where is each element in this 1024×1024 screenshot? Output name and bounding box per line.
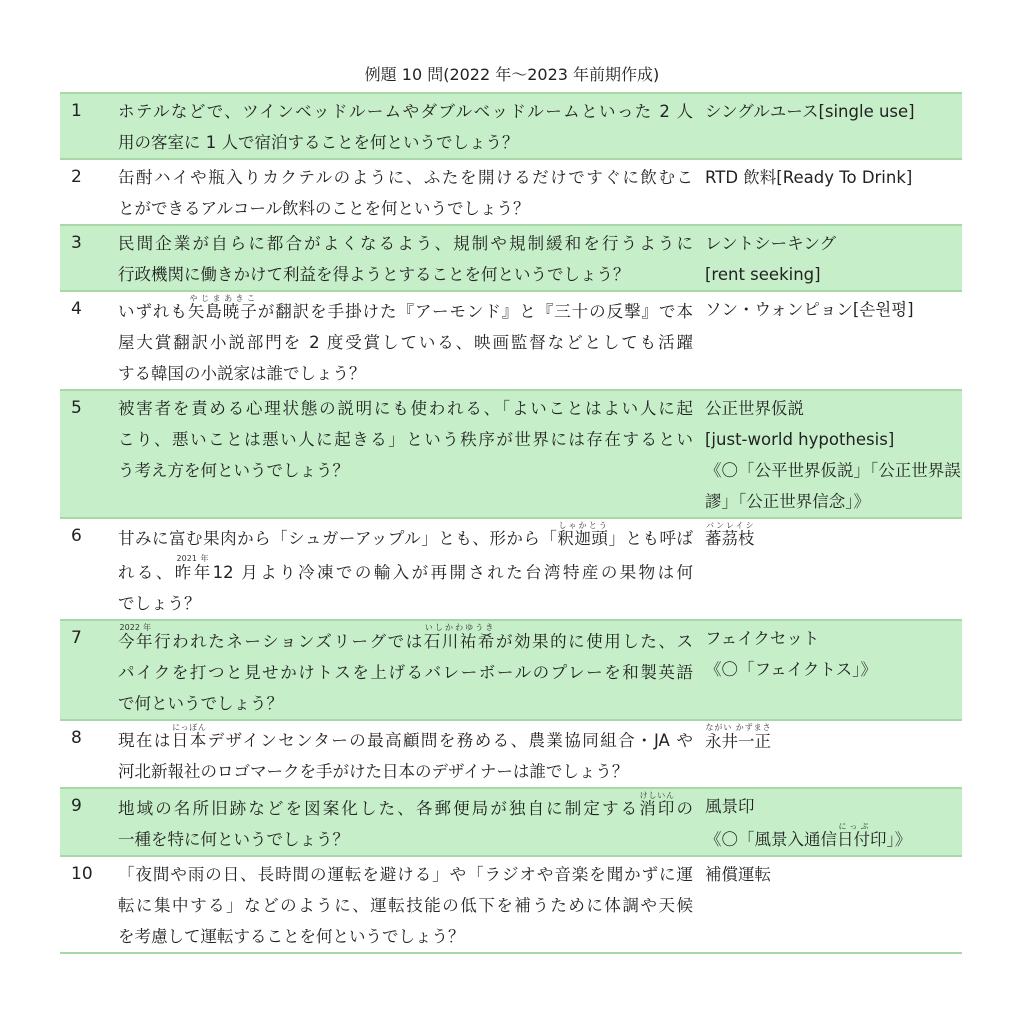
text-segment: 行われたネーションズリーグでは <box>154 632 424 651</box>
text-line <box>705 294 962 325</box>
text-line <box>705 723 962 757</box>
text-line <box>705 486 962 517</box>
text-line <box>118 162 693 193</box>
ruby-base: 今年 <box>118 632 155 651</box>
question-number: 10 <box>71 864 93 884</box>
text-line <box>118 723 693 756</box>
text-segment: で何というでしょう？ <box>118 694 283 713</box>
ruby-word <box>118 623 155 651</box>
text-segment: [rent seeking] <box>705 265 821 284</box>
ruby-reading: バンレイシ <box>705 521 755 530</box>
ruby-base: 釈迦頭 <box>557 529 609 548</box>
text-line <box>118 921 693 952</box>
question-number: 6 <box>71 526 82 546</box>
text-segment: とができるアルコール飲料のことを何というでしょう？ <box>118 199 530 218</box>
text-line <box>705 424 962 455</box>
text-line <box>118 455 693 486</box>
text-segment: 一種を特に何というでしょう？ <box>118 830 349 849</box>
text-segment: 被害者を責める心理状態の説明にも使われる、「よいことはよい人に起 <box>118 399 693 418</box>
question-text <box>118 226 693 290</box>
text-line <box>118 623 693 657</box>
text-segment: 地域の名所旧跡などを図案化した、各郵便局が独自に制定する <box>118 799 640 818</box>
text-line <box>118 294 693 327</box>
question-text <box>118 621 693 719</box>
text-segment: シングルユース[single use] <box>705 102 915 121</box>
text-line <box>118 890 693 921</box>
ruby-reading: にっぽん <box>171 723 207 732</box>
ruby-reading: けしいん <box>639 791 675 800</box>
question-number: 8 <box>71 728 82 748</box>
ruby-reading: やじまあきこ <box>187 294 257 303</box>
text-line <box>118 521 693 554</box>
ruby-base: 日付 <box>837 830 870 849</box>
text-line <box>118 688 693 719</box>
ruby-word <box>187 294 258 321</box>
text-line <box>118 358 693 389</box>
text-line <box>118 657 693 688</box>
text-segment: 《〇「公平世界仮説」「公正世界誤 <box>705 461 961 480</box>
text-line <box>118 824 693 855</box>
text-line <box>705 162 962 193</box>
text-line <box>705 455 962 486</box>
text-segment: 補償運転 <box>705 865 771 884</box>
text-segment: 民間企業が自らに都合がよくなるよう、規制や規制緩和を行うように <box>118 234 693 253</box>
ruby-reading: にっぷ <box>837 822 870 831</box>
quiz-table <box>60 92 962 954</box>
text-line <box>118 96 693 127</box>
text-segment: 現在は <box>118 731 172 750</box>
answer-text <box>693 94 962 158</box>
ruby-base: 日本 <box>171 731 208 750</box>
text-segment: 《〇「フェイクトス」》 <box>705 660 877 679</box>
text-segment: を考慮して運転することを何というでしょう？ <box>118 927 465 946</box>
text-line <box>705 393 962 424</box>
ruby-word <box>557 521 609 548</box>
text-line <box>118 393 693 424</box>
table-row <box>60 621 962 721</box>
page-title: 例題 10 問(2022 年～2023 年前期作成) <box>364 65 660 84</box>
text-line <box>705 521 962 554</box>
text-line <box>118 259 693 290</box>
question-text <box>118 292 693 389</box>
answer-text <box>693 519 962 619</box>
ruby-base: 石川祐希 <box>423 632 496 651</box>
text-segment: 甘みに富む果肉から「シュガーアップル」とも、形から「 <box>118 529 558 548</box>
text-segment: が効果的に使用した、ス <box>495 632 693 651</box>
table-row <box>60 391 962 519</box>
table-row <box>60 789 962 857</box>
table-row <box>60 94 962 160</box>
answer-text <box>693 857 962 952</box>
text-segment: 用の客室に 1 人で宿泊することを何というでしょう？ <box>118 133 519 152</box>
question-text <box>118 857 693 952</box>
table-row <box>60 519 962 621</box>
question-text <box>118 160 693 224</box>
table-row <box>60 292 962 391</box>
text-segment: 謬」「公正世界信念」》 <box>705 492 870 511</box>
text-segment: 12 月より冷凍での輸入が再開された台湾特産の果物は何 <box>212 563 694 582</box>
text-segment: 缶酎ハイや瓶入りカクテルのように、ふたを開けるだけですぐに飲むこ <box>118 168 693 187</box>
ruby-word <box>174 554 213 582</box>
text-line <box>118 554 693 588</box>
ruby-reading: 2022年 <box>118 623 153 632</box>
text-line <box>705 228 962 259</box>
text-line <box>118 791 693 824</box>
text-line <box>705 623 962 654</box>
text-line <box>118 228 693 259</box>
ruby-word <box>423 623 496 651</box>
text-segment: 転に集中する」などのように、運転技能の低下を補うために体調や天候 <box>118 896 693 915</box>
question-text <box>118 519 693 619</box>
text-segment: れる、 <box>118 563 175 582</box>
question-number: 7 <box>71 628 82 648</box>
ruby-base: 永井一正 <box>705 732 771 751</box>
answer-text <box>693 160 962 224</box>
text-line <box>118 588 693 619</box>
question-number: 5 <box>71 398 82 418</box>
text-segment: 行政機関に働きかけて利益を得ようとすることを何というでしょう？ <box>118 265 630 284</box>
text-line <box>705 822 962 855</box>
question-text <box>118 391 693 517</box>
question-text <box>118 94 693 158</box>
text-line <box>118 193 693 224</box>
text-line <box>705 259 962 290</box>
question-number: 3 <box>71 233 82 253</box>
ruby-word <box>639 791 677 818</box>
ruby-word <box>705 723 771 751</box>
text-segment: でしょう？ <box>118 594 201 613</box>
text-line <box>705 654 962 685</box>
text-segment: デザインセンターの最高顧問を務める、農業協同組合・JA や <box>207 731 694 750</box>
text-line <box>705 791 962 822</box>
ruby-word <box>705 521 755 548</box>
text-segment: 風景印 <box>705 797 755 816</box>
table-row <box>60 857 962 954</box>
ruby-word <box>837 822 870 849</box>
text-segment: 」とも呼ば <box>608 529 694 548</box>
text-segment: 「夜間や雨の日、長時間の運転を避ける」や「ラジオや音楽を聞かずに運 <box>118 865 693 884</box>
answer-text <box>693 721 962 787</box>
ruby-reading: 2021年 <box>174 554 211 563</box>
ruby-reading: いしかわゆうき <box>423 623 495 632</box>
ruby-base: 消印 <box>639 799 677 818</box>
ruby-base: 昨年 <box>174 563 213 582</box>
table-row <box>60 721 962 789</box>
text-line <box>118 424 693 455</box>
question-text <box>118 789 693 855</box>
text-segment: の <box>676 799 694 818</box>
answer-text <box>693 292 962 389</box>
text-segment: レントシーキング <box>705 234 837 253</box>
question-number: 2 <box>71 167 82 187</box>
ruby-word <box>171 723 208 750</box>
text-segment: ホテルなどで、ツインベッドルームやダブルベッドルームといった 2 人 <box>118 102 693 121</box>
ruby-reading: ながい かずまさ <box>705 723 771 732</box>
text-segment: ソン・ウォンピョン[손원평] <box>705 300 914 319</box>
question-text <box>118 721 693 787</box>
ruby-reading: しゃかとう <box>557 521 608 530</box>
text-line <box>705 96 962 127</box>
text-line <box>118 859 693 890</box>
text-segment: [just-world hypothesis] <box>705 430 895 449</box>
text-segment: 《〇「風景入通信 <box>705 830 837 849</box>
text-line <box>118 327 693 358</box>
text-segment: フェイクセット <box>705 629 820 648</box>
text-segment: 屋大賞翻訳小説部門を 2 度受賞している、映画監督などとしても活躍 <box>118 333 693 352</box>
text-segment: 河北新報社のロゴマークを手がけた日本のデザイナーは誰でしょう？ <box>118 762 629 781</box>
text-segment: する韓国の小説家は誰でしょう？ <box>118 364 366 383</box>
text-segment: こり、悪いことは悪い人に起きる」という秩序が世界には存在するとい <box>118 430 693 449</box>
text-line <box>705 859 962 890</box>
text-segment: う考え方を何というでしょう？ <box>118 461 349 480</box>
question-number: 9 <box>71 796 82 816</box>
ruby-base: 矢島暁子 <box>187 302 258 321</box>
question-number: 1 <box>71 101 82 121</box>
text-segment: 印」》 <box>870 830 912 849</box>
text-segment: が翻訳を手掛けた『アーモンド』と『三十の反撃』で本 <box>257 302 693 321</box>
ruby-base: 蕃茘枝 <box>705 529 755 548</box>
answer-text <box>693 391 962 517</box>
table-row <box>60 160 962 226</box>
text-segment: 公正世界仮説 <box>705 399 804 418</box>
text-segment: いずれも <box>118 302 188 321</box>
table-row <box>60 226 962 292</box>
answer-text <box>693 226 962 290</box>
text-line <box>118 756 693 787</box>
text-segment: RTD 飲料[Ready To Drink] <box>705 168 913 187</box>
text-line <box>118 127 693 158</box>
text-segment: パイクを打つと見せかけトスを上げるバレーボールのプレーを和製英語 <box>118 663 693 682</box>
answer-text <box>693 789 962 855</box>
question-number: 4 <box>71 299 82 319</box>
answer-text <box>693 621 962 719</box>
